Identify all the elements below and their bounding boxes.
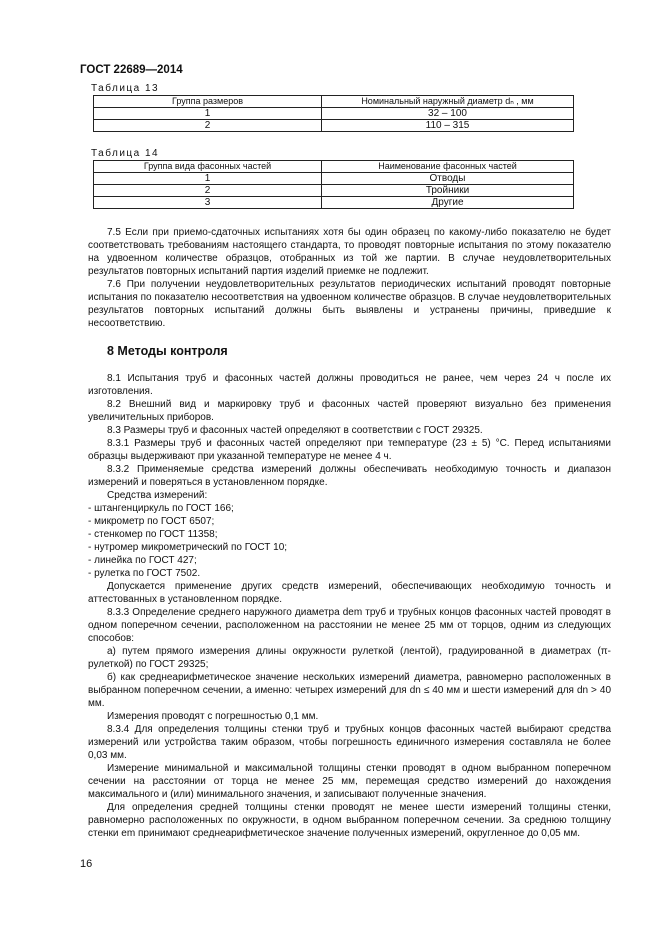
- list-item: - штангенциркуль по ГОСТ 166;: [88, 503, 234, 514]
- table-header-cell: Группа размеров: [94, 96, 322, 108]
- paragraph-8-3-4: 8.3.4 Для определения толщины стенки труб и трубных концов фасонных частей выбирают средства измерений или устройства таким образом, чтобы погрешность единичного измерения составляла не более 0,03 мм.: [88, 724, 611, 761]
- paragraph-8-1: 8.1 Испытания труб и фасонных частей должны проводиться не ранее, чем через 24 ч после их изготовления.: [88, 373, 611, 397]
- table-13: [93, 95, 574, 132]
- list-item: - микрометр по ГОСТ 6507;: [88, 516, 215, 527]
- list-item: - рулетка по ГОСТ 7502.: [88, 568, 201, 579]
- table-header-cell: Наименование фасонных частей: [322, 161, 574, 173]
- section-8-text: [88, 372, 611, 840]
- paragraph-7-5: 7.5 Если при приемо-сдаточных испытаниях хотя бы один образец по какому-либо показателю не будет соответствовать требованиям настоящего стандарта, то проводят повторные испытания по этому показателю на удвоенном количестве образцов, отобранных из той же партии. В случае неудовлетворительных результатов повторных испытаний партия изделий приемке не подлежит.: [88, 227, 611, 277]
- table-header-row: [94, 161, 574, 173]
- page-number: 16: [80, 858, 93, 870]
- paragraph-8-3-2: 8.3.2 Применяемые средства измерений должны обеспечивать необходимую точность и диапазон измерений и поверяться в установленном порядке.: [88, 464, 611, 488]
- table-row: [94, 173, 574, 185]
- table-row: [94, 108, 574, 120]
- table-header-cell: Группа вида фасонных частей: [94, 161, 322, 173]
- list-item: - стенкомер по ГОСТ 11358;: [88, 529, 218, 540]
- table-14: [93, 160, 574, 209]
- paragraph-8-3: 8.3 Размеры труб и фасонных частей определяют в соответствии с ГОСТ 29325.: [107, 425, 483, 436]
- table-13-caption: Таблица 13: [91, 83, 160, 94]
- table-14-caption: Таблица 14: [91, 148, 160, 159]
- document-header: ГОСТ 22689—2014: [80, 64, 183, 76]
- table-header-row: [94, 96, 574, 108]
- table-row: [94, 120, 574, 132]
- paragraph-8-2: 8.2 Внешний вид и маркировку труб и фасонных частей проверяют визуально без применения увеличительных приборов.: [88, 399, 611, 423]
- table-cell: Тройники: [322, 185, 574, 197]
- list-item: - линейка по ГОСТ 427;: [88, 555, 197, 566]
- paragraph-method-a: а) путем прямого измерения длины окружности рулеткой (лентой), градуированной в диаметрах (π-рулеткой) по ГОСТ 29325;: [88, 646, 611, 670]
- table-row: [94, 197, 574, 209]
- paragraph-min-max: Измерение минимальной и максимальной толщины стенки проводят в одном выбранном поперечном сечении на расстоянии от торца не менее 25 мм, перемещая средство измерений до нахождения максимального и (или) минимального значения, и записывают полученные значения.: [88, 763, 611, 800]
- paragraph-average-thickness: Для определения средней толщины стенки проводят не менее шести измерений толщины стенки, равномерно расположенных по окружности, в одном выбранном поперечном сечении. За среднюю толщину стенки em принимают среднеарифметическое значение полученных измерений, округленное до 0,05 мм.: [88, 802, 611, 839]
- table-cell: 2: [94, 120, 322, 132]
- table-cell: 1: [94, 173, 322, 185]
- section-title: 8 Методы контроля: [107, 344, 228, 358]
- table-cell: Другие: [322, 197, 574, 209]
- table-header-cell: Номинальный наружный диаметр dₙ , мм: [322, 96, 574, 108]
- paragraph-instruments: Средства измерений:: [107, 490, 208, 501]
- table-cell: 32 – 100: [322, 108, 574, 120]
- section-7-text: [88, 226, 611, 330]
- paragraph-7-6: 7.6 При получении неудовлетворительных результатов периодических испытаний проводят повторные испытания по показателю несоответствия на удвоенном количестве образцов. В случае неудовлетворительных результатов повторных испытаний должны быть выявлены и устранены причины, приведшие к несоответствию.: [88, 279, 611, 329]
- table-cell: 1: [94, 108, 322, 120]
- table-cell: 3: [94, 197, 322, 209]
- list-item: - нутромер микрометрический по ГОСТ 10;: [88, 542, 288, 553]
- paragraph-8-3-3: 8.3.3 Определение среднего наружного диаметра dem труб и трубных концов фасонных частей проводят в одном поперечном сечении, расположенном на расстоянии не менее 25 мм от торцов, одним из следующих способов:: [88, 607, 611, 644]
- table-cell: Отводы: [322, 173, 574, 185]
- table-cell: 110 – 315: [322, 120, 574, 132]
- paragraph-accuracy: Измерения проводят с погрешностью 0,1 мм.: [107, 711, 319, 722]
- table-cell: 2: [94, 185, 322, 197]
- paragraph-method-b: б) как среднеарифметическое значение нескольких измерений диаметра, равномерно расположенных в выбранном поперечном сечении, а именно: четырех измерений для dn ≤ 40 мм и шести измерений для dn > 40 мм.: [88, 672, 611, 709]
- paragraph-other-instruments: Допускается применение других средств измерений, обеспечивающих необходимую точность и аттестованных в установленном порядке.: [88, 581, 611, 605]
- paragraph-8-3-1: 8.3.1 Размеры труб и фасонных частей определяют при температуре (23 ± 5) °С. Перед испытаниями образцы выдерживают при указанной температуре не менее 4 ч.: [88, 438, 611, 462]
- table-row: [94, 185, 574, 197]
